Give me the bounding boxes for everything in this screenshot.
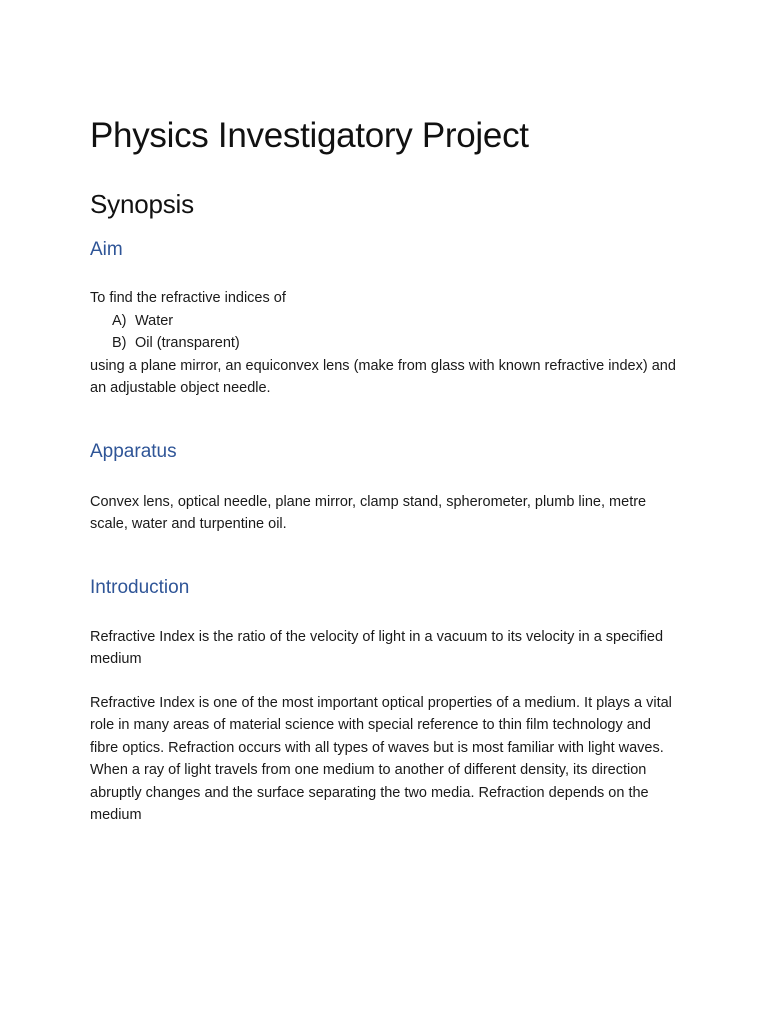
list-item [112,310,680,333]
list-marker: A) [112,312,127,329]
section-aim [90,236,680,400]
introduction-paragraph-1: Refractive Index is the ratio of the velocity of light in a vacuum to its velocity in a specified medium [90,628,664,667]
document-title: Physics Investigatory Project [90,116,529,155]
aim-heading: Aim [90,239,123,260]
aim-intro-text: To find the refractive indices of [90,290,286,306]
list-item-text: Water [135,312,174,329]
introduction-paragraph-2: Refractive Index is one of the most important optical properties of a medium. It plays a vital role in many areas of material science with special reference to thin film technology and fibre optics. Refraction occurs with all types of waves but is most familiar with light waves. When a ray of light travels from one medium to another of different density, its direction abruptly changes and the surface separating the two media. Refraction depends on the medium [90,694,672,823]
aim-list [90,310,680,355]
section-introduction [90,574,680,827]
list-marker: B) [112,335,127,351]
introduction-heading: Introduction [90,576,190,598]
aim-continuation-text: using a plane mirror, an equiconvex lens (make from glass with known refractive index) and an adjustable object needle. [90,357,676,396]
apparatus-text: Convex lens, optical needle, plane mirror, clamp stand, spherometer, plumb line, metre scale, water and turpentine oil. [90,493,647,532]
list-item [112,332,680,355]
document-subtitle: Synopsis [90,189,194,219]
apparatus-heading: Apparatus [90,440,177,462]
list-item-text: Oil (transparent) [135,335,240,351]
document-content [90,112,680,827]
section-apparatus [90,438,680,536]
